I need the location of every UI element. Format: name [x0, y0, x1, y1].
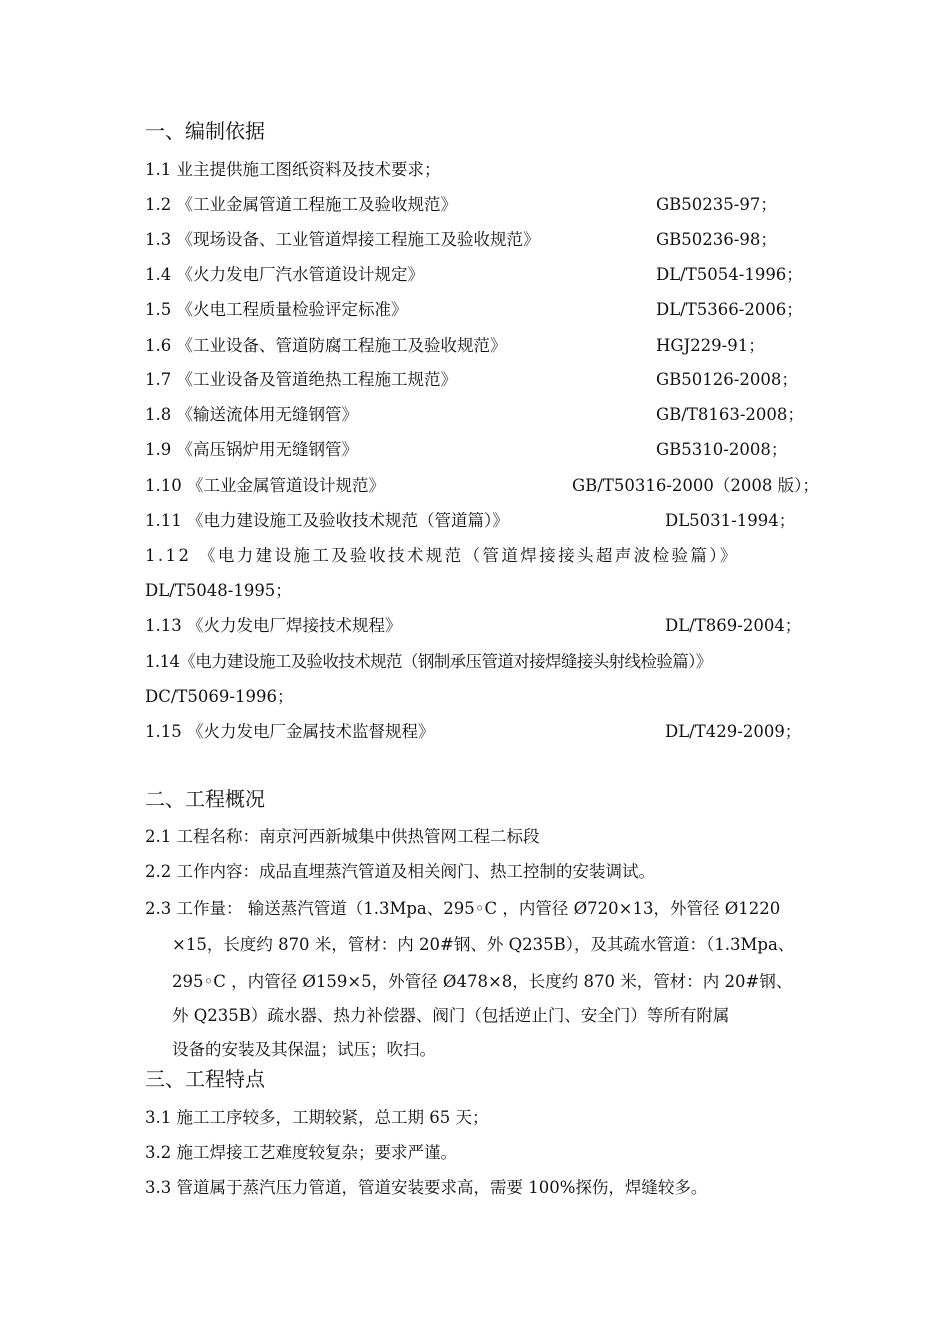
basis-item-1-8: 1.8 《输送流体用无缝钢管》: [145, 405, 358, 424]
basis-code-1-7: GB50126-2008；: [656, 370, 798, 389]
basis-item-1-15: 1.15 《火力发电厂金属技术监督规程》: [145, 722, 435, 741]
basis-item-1-9: 1.9 《高压锅炉用无缝钢管》: [145, 440, 358, 459]
basis-item-1-14: 1.14《电力建设施工及验收技术规范（钢制承压管道对接焊缝接头射线检验篇）》: [145, 652, 712, 671]
section-2-title: 二、工程概况: [145, 787, 265, 811]
feature-item-3-1: 3.1 施工工序较多，工期较紧，总工期 65 天；: [145, 1108, 489, 1127]
overview-item-2-3: 2.3 工作量： 输送蒸汽管道（1.3Mpa、295◦C ，内管径 Ø720×13，外管径 Ø1220: [145, 899, 781, 918]
overview-item-2-1: 2.1 工程名称：南京河西新城集中供热管网工程二标段: [145, 827, 540, 846]
basis-item-1-10: 1.10 《工业金属管道设计规范》: [145, 476, 385, 495]
basis-code-1-4: DL/T5054-1996；: [656, 265, 803, 284]
overview-item-2-3-line5: 设备的安装及其保温；试压；吹扫。: [172, 1040, 436, 1059]
basis-code-1-14: DC/T5069-1996；: [145, 687, 294, 706]
basis-code-1-9: GB5310-2008；: [656, 440, 788, 459]
overview-item-2-3-line2: ×15，长度约 870 米，管材：内 20#钢、外 Q235B），及其疏水管道：（1.3Mpa、: [172, 935, 795, 954]
feature-item-3-3: 3.3 管道属于蒸汽压力管道，管道安装要求高，需要 100%探伤，焊缝较多。: [145, 1178, 708, 1197]
basis-item-1-12: 1.12 《电力建设施工及验收技术规范（管道焊接接头超声波检验篇）》: [145, 546, 739, 565]
basis-item-1-11: 1.11 《电力建设施工及验收技术规范（管道篇）》: [145, 511, 509, 530]
basis-code-1-13: DL/T869-2004；: [665, 616, 802, 635]
basis-code-1-3: GB50236-98；: [656, 230, 777, 249]
basis-code-1-12: DL/T5048-1995；: [145, 581, 292, 600]
basis-code-1-11: DL5031-1994；: [665, 511, 796, 530]
section-1-title: 一、编制依据: [145, 119, 265, 143]
basis-code-1-5: DL/T5366-2006；: [656, 300, 803, 319]
overview-item-2-2: 2.2 工作内容：成品直埋蒸汽管道及相关阀门、热工控制的安装调试。: [145, 862, 655, 881]
basis-item-1-3: 1.3 《现场设备、工业管道焊接工程施工及验收规范》: [145, 230, 540, 249]
overview-item-2-3-line4: 外 Q235B）疏水器、热力补偿器、阀门（包括逆止门、安全门）等所有附属: [172, 1006, 730, 1025]
basis-item-1-2: 1.2 《工业金属管道工程施工及验收规范》: [145, 195, 457, 214]
basis-item-1-13: 1.13 《火力发电厂焊接技术规程》: [145, 616, 402, 635]
overview-item-2-3-line3: 295◦C ，内管径 Ø159×5，外管径 Ø478×8，长度约 870 米，管材：内 20#钢、: [172, 972, 793, 991]
basis-item-1-6: 1.6 《工业设备、管道防腐工程施工及验收规范》: [145, 336, 507, 355]
basis-item-1-7: 1.7 《工业设备及管道绝热工程施工规范》: [145, 370, 457, 389]
basis-code-1-10: GB/T50316-2000（2008 版）；: [572, 476, 819, 495]
feature-item-3-2: 3.2 施工焊接工艺难度较复杂；要求严谨。: [145, 1143, 457, 1162]
basis-code-1-8: GB/T8163-2008；: [656, 405, 804, 424]
section-3-title: 三、工程特点: [145, 1067, 265, 1091]
basis-item-1-4: 1.4 《火力发电厂汽水管道设计规定》: [145, 265, 424, 284]
basis-code-1-2: GB50235-97；: [656, 195, 777, 214]
basis-item-1-5: 1.5 《火电工程质量检验评定标准》: [145, 300, 408, 319]
basis-code-1-15: DL/T429-2009；: [665, 722, 802, 741]
basis-code-1-6: HGJ229-91；: [656, 336, 765, 355]
basis-item-1-1: 1.1 业主提供施工图纸资料及技术要求；: [145, 160, 441, 179]
